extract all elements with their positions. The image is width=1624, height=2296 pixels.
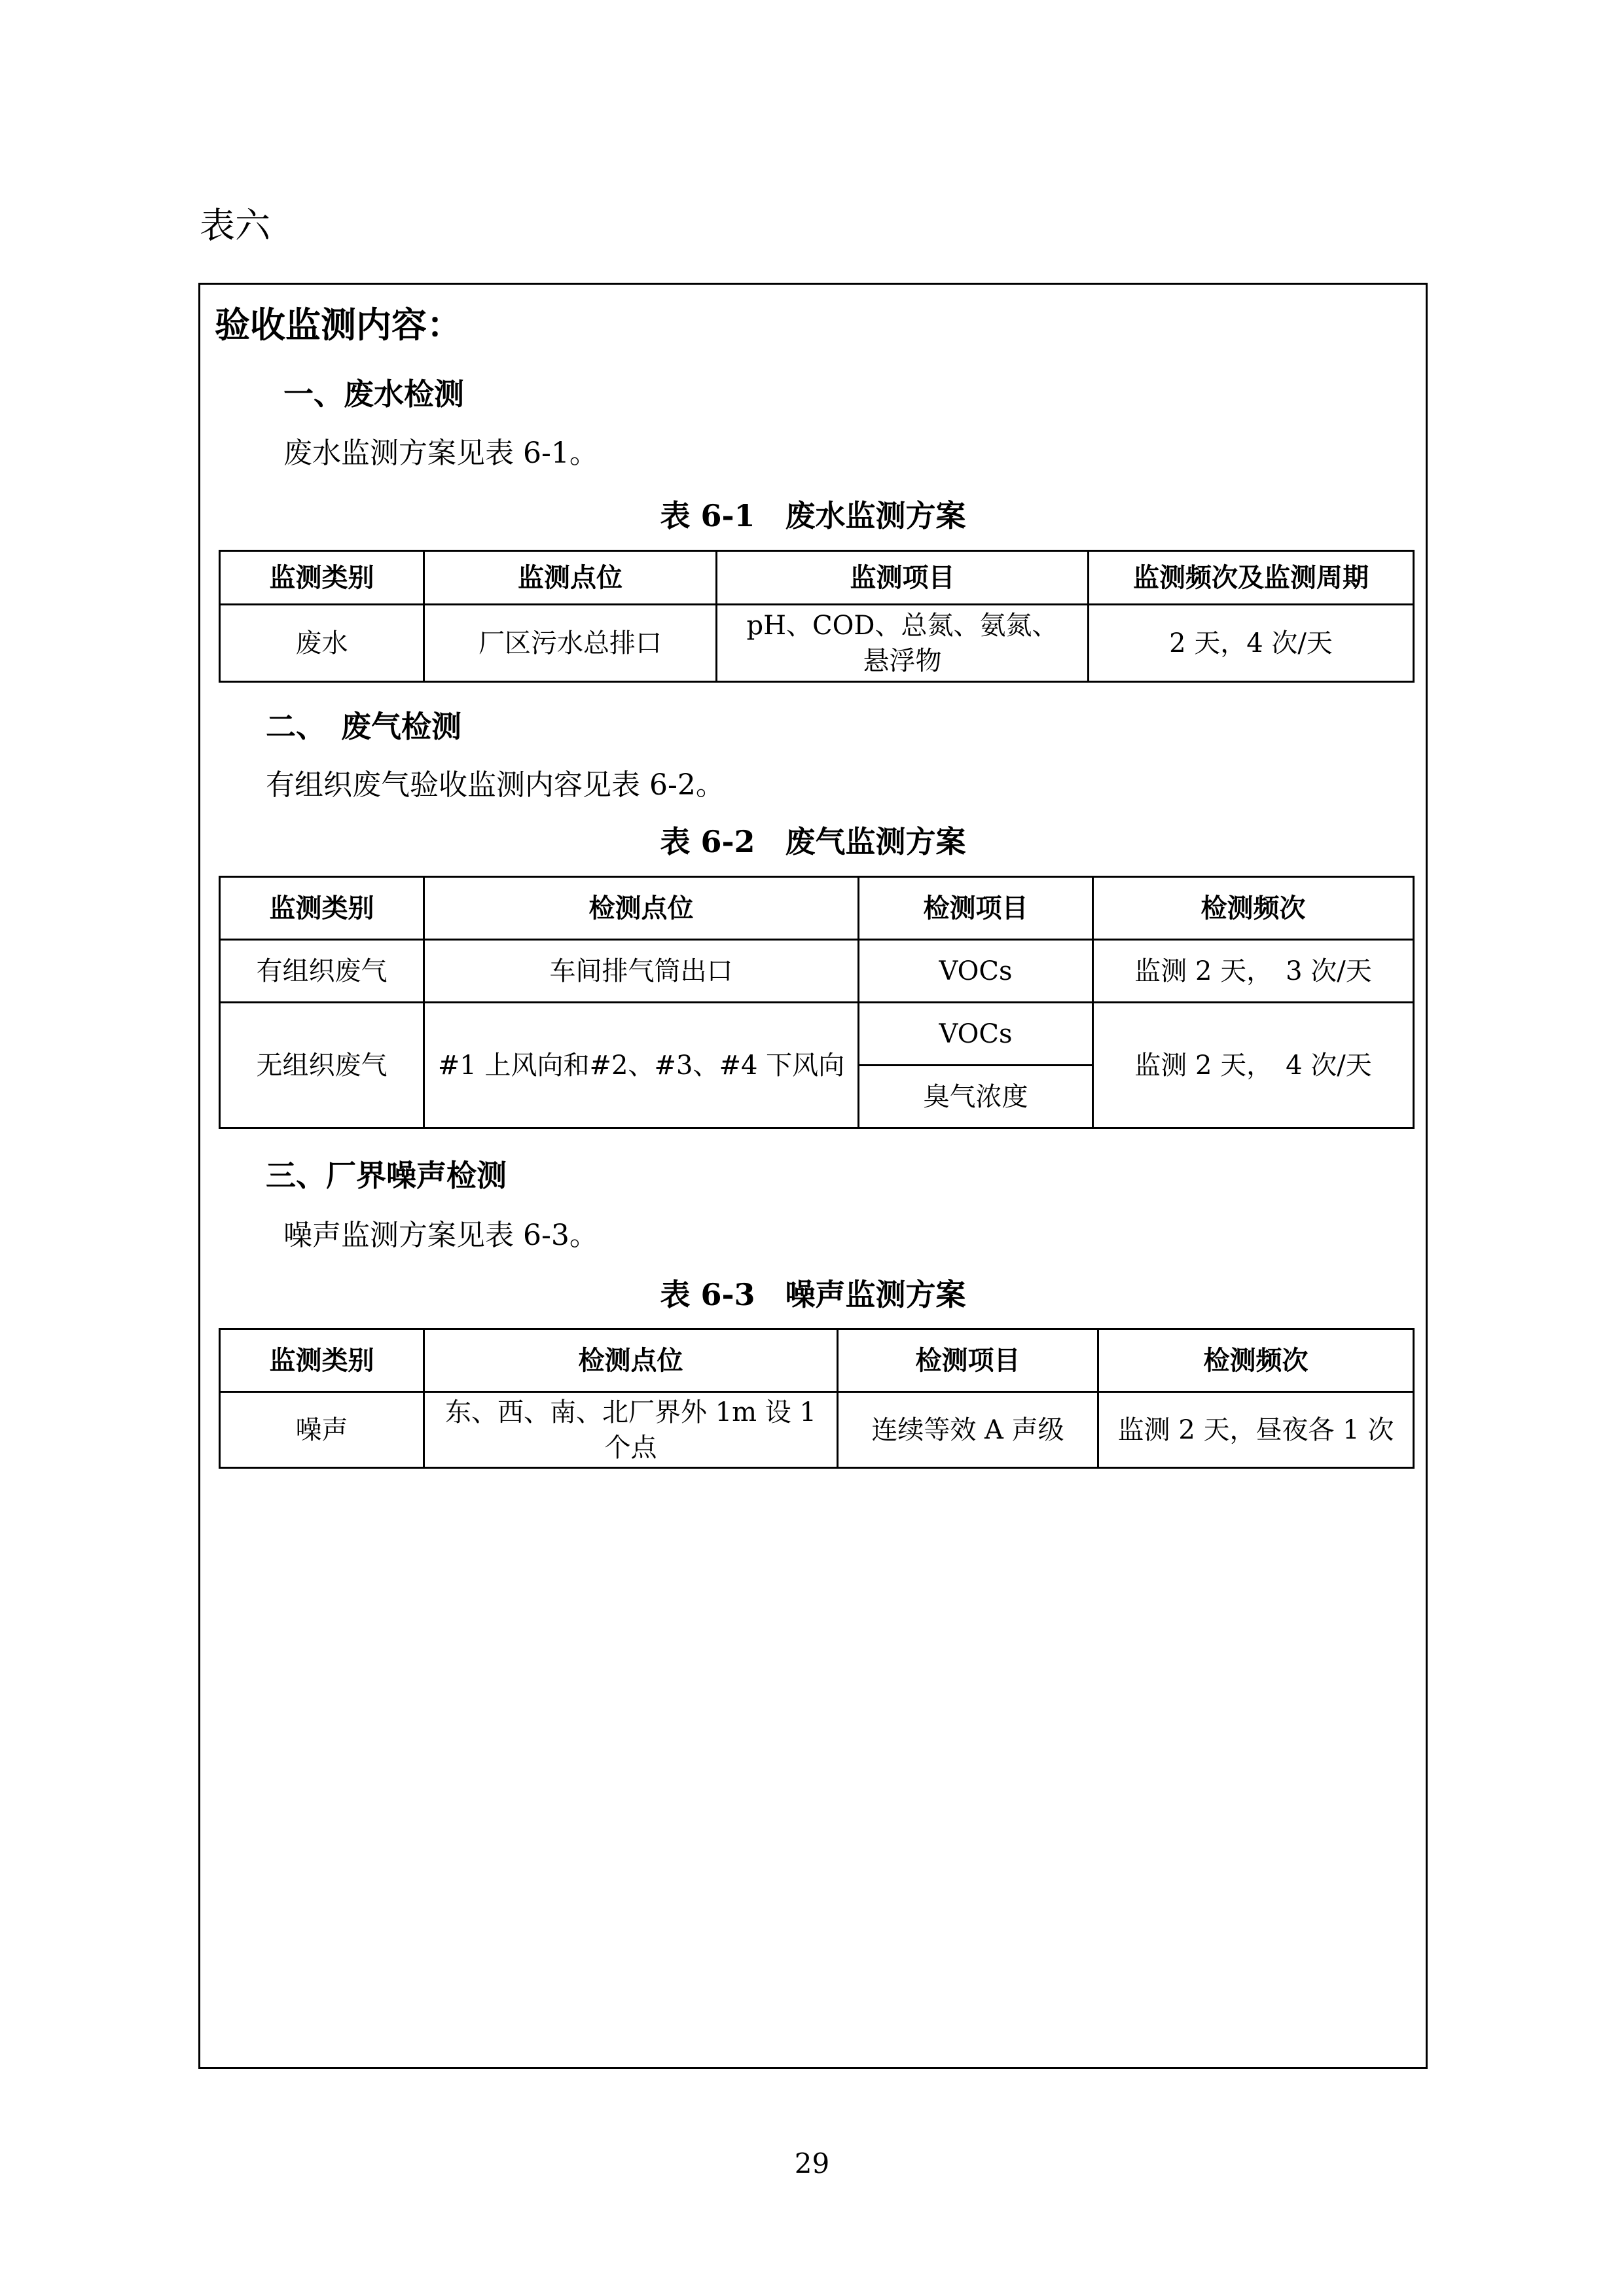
section-heading-exhaust: 二、 废气检测 (266, 709, 461, 744)
table-cell: 东、西、南、北厂界外 1m 设 1 个点 (424, 1392, 838, 1468)
paragraph-exhaust: 有组织废气验收监测内容见表 6-2。 (266, 768, 725, 802)
table-header-cell: 监测类别 (220, 551, 424, 605)
table-cell: VOCs (859, 1003, 1093, 1066)
page-number: 29 (794, 2147, 830, 2179)
section-heading-noise: 三、厂界噪声检测 (266, 1158, 507, 1193)
table-header-cell: 监测频次及监测周期 (1089, 551, 1414, 605)
table-cell: 监测 2 天，昼夜各 1 次 (1098, 1392, 1414, 1468)
section-heading-wastewater: 一、废水检测 (283, 376, 464, 412)
table-header-cell: 监测点位 (424, 551, 717, 605)
table-cell: 有组织废气 (220, 940, 424, 1003)
table-cell: VOCs (859, 940, 1093, 1003)
paragraph-wastewater: 废水监测方案见表 6-1。 (283, 437, 598, 470)
table-cell: 监测 2 天， 3 次/天 (1093, 940, 1414, 1003)
content-frame (198, 283, 1428, 2069)
table-header-cell: 检测项目 (859, 877, 1093, 940)
table-cell: 废水 (220, 605, 424, 682)
table-header-cell: 监测类别 (220, 1329, 424, 1392)
table-cell: 无组织废气 (220, 1003, 424, 1128)
caption-table-6-2: 表 6-2 废气监测方案 (660, 824, 966, 859)
table-6-3 (219, 1328, 1415, 1469)
table-cell: pH、COD、总氮、氨氮、悬浮物 (717, 605, 1089, 682)
table-cell: 臭气浓度 (859, 1066, 1093, 1128)
table-cell: 车间排气筒出口 (424, 940, 859, 1003)
table-header-cell: 检测项目 (838, 1329, 1098, 1392)
page-label: 表六 (200, 205, 270, 246)
table-cell: 噪声 (220, 1392, 424, 1468)
table-cell: 厂区污水总排口 (424, 605, 717, 682)
table-cell: 连续等效 A 声级 (838, 1392, 1098, 1468)
table-6-1 (219, 550, 1415, 683)
table-cell: 2 天，4 次/天 (1089, 605, 1414, 682)
table-header-cell: 检测点位 (424, 1329, 838, 1392)
table-header-cell: 检测频次 (1098, 1329, 1414, 1392)
table-cell: #1 上风向和#2、#3、#4 下风向 (424, 1003, 859, 1128)
paragraph-noise: 噪声监测方案见表 6-3。 (283, 1219, 598, 1252)
caption-table-6-3: 表 6-3 噪声监测方案 (660, 1277, 966, 1312)
table-header-cell: 检测频次 (1093, 877, 1414, 940)
table-header-cell: 检测点位 (424, 877, 859, 940)
table-6-2 (219, 876, 1415, 1129)
caption-table-6-1: 表 6-1 废水监测方案 (660, 498, 966, 533)
table-header-cell: 监测类别 (220, 877, 424, 940)
table-header-cell: 监测项目 (717, 551, 1089, 605)
table-cell: 监测 2 天， 4 次/天 (1093, 1003, 1414, 1128)
frame-title: 验收监测内容： (215, 304, 462, 346)
